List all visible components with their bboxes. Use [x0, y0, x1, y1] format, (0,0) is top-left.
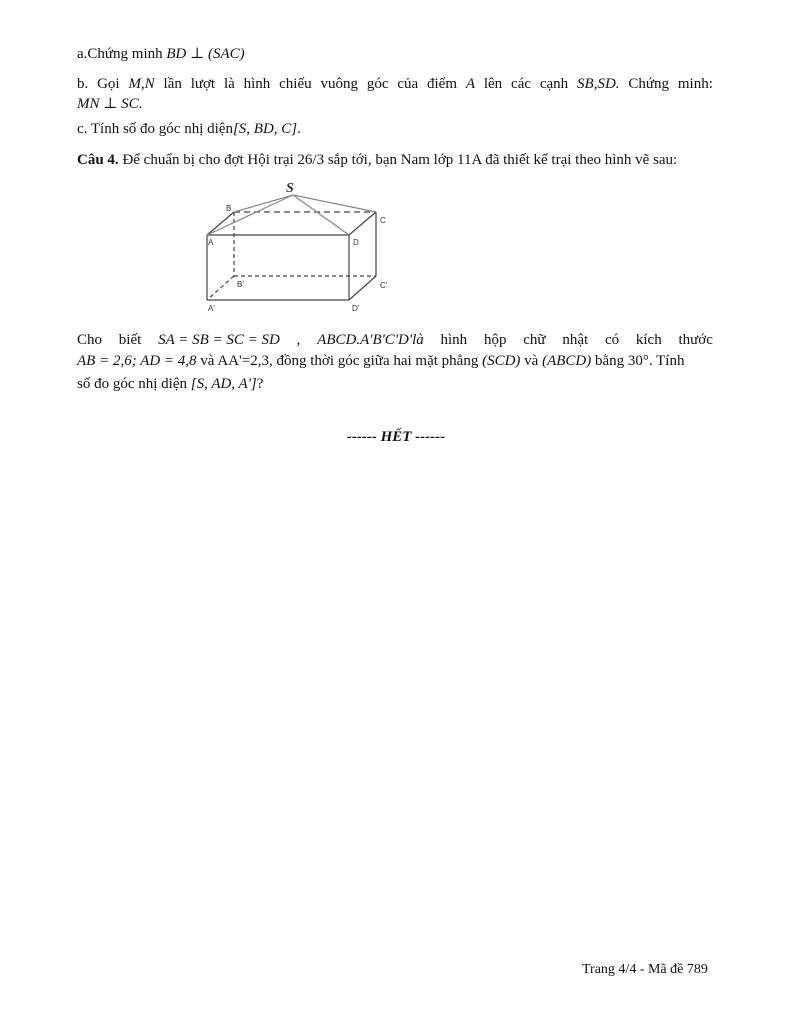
given-text-5: . Tính: [648, 353, 685, 369]
given-text-2: , đồng thời góc giữa hai mặt phẳng: [268, 353, 483, 369]
edge-d1c1: [349, 276, 376, 300]
given-line2: [77, 351, 684, 371]
tent-figure: [196, 178, 406, 313]
label-a: A: [208, 238, 214, 247]
word: b.: [77, 76, 89, 92]
word: hình: [243, 76, 271, 92]
label-b: B: [226, 204, 232, 213]
label-d: D: [353, 238, 359, 247]
given-angle: 30°: [627, 353, 649, 369]
word: SA = SB = SC = SD: [158, 332, 280, 348]
part-b-line2: [77, 94, 142, 114]
part-a-math: BD ⊥ (SAC): [166, 46, 245, 62]
question-4-label: Câu 4.: [77, 152, 119, 168]
edge-b1a1: [207, 276, 234, 300]
given-line3: [77, 374, 263, 394]
word: chữ: [523, 332, 546, 348]
given-text-4: bằng: [591, 353, 628, 369]
word: vuông: [320, 76, 358, 92]
part-c-math: [S, BD, C]: [232, 121, 298, 137]
word: chiếu: [279, 76, 312, 92]
given-line3-math: [S, AD, A']: [190, 376, 257, 392]
word: hộp: [483, 332, 507, 348]
word: biết: [118, 332, 142, 348]
question-4-text: Để chuẩn bị cho đợt Hội trại 26/3 sắp tới, bạn Nam lớp 11A đã thiết kế trại theo hình vẽ sau:: [118, 152, 678, 168]
word: lượt: [190, 76, 216, 92]
end-marker: ------ HẾT ------: [346, 429, 446, 445]
label-c1: C': [380, 281, 388, 290]
word: của: [397, 76, 419, 92]
given-math-scd: (SCD): [482, 353, 521, 369]
word: nhật: [562, 332, 589, 348]
part-b-math: MN ⊥ SC: [77, 96, 139, 112]
word: điểm: [427, 76, 457, 92]
word: Gọi: [97, 76, 120, 92]
word: có: [604, 332, 620, 348]
word: thước: [678, 332, 713, 348]
edge-sa: [207, 195, 293, 235]
word: hình: [440, 332, 468, 348]
label-d1: D': [352, 304, 360, 313]
given-math-abcd: (ABCD): [542, 353, 592, 369]
part-c-line: [77, 119, 301, 139]
question-4-line: [77, 150, 677, 170]
word: ,: [296, 332, 301, 348]
edge-dc: [349, 212, 376, 235]
given-text-3: và: [520, 353, 543, 369]
label-a1: A': [208, 304, 215, 313]
part-b-line1: [77, 74, 713, 94]
part-b-suffix: .: [138, 96, 143, 112]
part-c-prefix: c. Tính số đo góc nhị diện: [77, 121, 233, 137]
given-math-aa1: AA'=2,3: [217, 353, 269, 369]
word: lần: [163, 76, 182, 92]
given-line1: [77, 330, 713, 350]
part-a-prefix: a.Chứng minh: [77, 46, 167, 62]
edge-ab: [207, 212, 234, 235]
edge-sb: [234, 195, 293, 212]
page-footer: Trang 4/4 - Mã đề 789: [582, 962, 708, 977]
given-line3-prefix: số đo góc nhị diện: [77, 376, 191, 392]
word: ABCD.A'B'C'D'là: [317, 332, 424, 348]
word: Cho: [77, 332, 103, 348]
given-line3-suffix: ?: [256, 376, 264, 392]
part-c-suffix: .: [297, 121, 301, 137]
word: góc: [366, 76, 389, 92]
part-a-line: [77, 44, 245, 64]
word: lên: [483, 76, 503, 92]
word: SB,SD.: [577, 76, 620, 92]
word: M,N: [128, 76, 155, 92]
label-c: C: [380, 216, 386, 225]
word: kích: [635, 332, 662, 348]
word: minh:: [677, 76, 713, 92]
word: các: [511, 76, 532, 92]
word: A: [465, 76, 476, 92]
given-math-ab-ad: AB = 2,6; AD = 4,8: [77, 353, 197, 369]
word: Chứng: [628, 76, 670, 92]
given-text-1: và: [196, 353, 218, 369]
word: là: [223, 76, 235, 92]
label-s: S: [286, 181, 294, 196]
label-b1: B': [237, 280, 244, 289]
word: cạnh: [539, 76, 569, 92]
